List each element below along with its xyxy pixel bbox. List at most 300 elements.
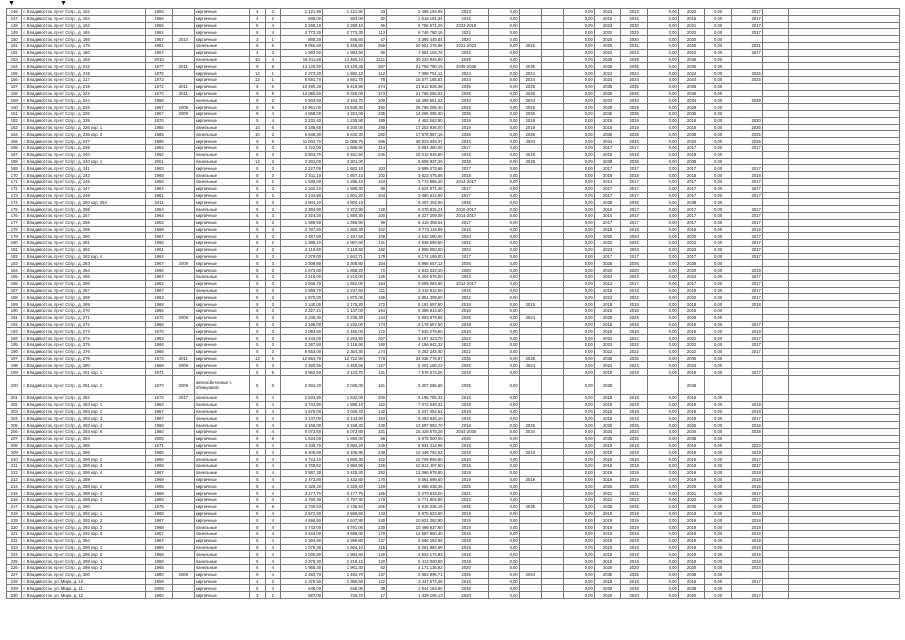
table-cell[interactable]: 2022 <box>594 294 621 301</box>
table-cell[interactable]: 0,00 <box>705 274 732 281</box>
table-cell[interactable]: 2017 <box>731 490 762 497</box>
table-cell[interactable] <box>519 401 541 408</box>
table-cell[interactable]: 5 <box>250 395 265 402</box>
table-cell[interactable]: 2036 <box>594 260 621 267</box>
table-cell[interactable] <box>172 435 194 442</box>
table-cell[interactable]: 2 373,90 <box>323 206 365 213</box>
table-cell[interactable]: 0,00 <box>563 36 594 43</box>
table-cell[interactable]: 5 <box>250 496 265 503</box>
table-cell[interactable]: 0,00 <box>705 435 732 442</box>
table-cell[interactable]: 3 <box>265 144 280 151</box>
table-cell[interactable]: 4 <box>265 558 280 565</box>
table-cell[interactable]: 0,00 <box>488 321 519 328</box>
table-cell[interactable]: 0,00 <box>647 29 678 36</box>
table-cell[interactable]: 0,00 <box>563 490 594 497</box>
table-cell[interactable]: 1964 <box>146 253 173 260</box>
table-cell[interactable]: г. Владивосток, пр-кт Сотр., д. 240 кор. 1 <box>22 158 146 165</box>
table-cell[interactable]: 2036 <box>519 110 541 117</box>
table-cell[interactable]: г. Владивосток, пр-кт Сотр., д. 247 <box>22 185 146 192</box>
table-cell[interactable]: 12 <box>250 355 265 362</box>
table-cell[interactable]: 2036 <box>678 376 705 395</box>
table-cell[interactable]: 5 <box>250 178 265 185</box>
table-cell[interactable]: 2016 <box>444 15 488 22</box>
table-cell[interactable]: 0,00 <box>563 56 594 63</box>
table-cell[interactable]: 0,00 <box>563 158 594 165</box>
table-cell[interactable]: г. Владивосток, пр-кт Сотр., д. 263 <box>22 260 146 267</box>
table-cell[interactable]: 0,00 <box>563 571 594 578</box>
table-cell[interactable]: 2022 <box>444 348 488 355</box>
table-cell[interactable] <box>762 510 789 517</box>
table-cell[interactable]: 2018 <box>731 544 762 551</box>
table-cell[interactable]: 206 <box>7 429 22 436</box>
table-cell[interactable] <box>519 517 541 524</box>
table-cell[interactable] <box>789 469 900 476</box>
table-cell[interactable] <box>541 56 563 63</box>
table-cell[interactable]: 199 <box>7 369 22 376</box>
table-cell[interactable]: 6 756 571,20 <box>387 22 444 29</box>
table-cell[interactable]: 10 496 837,60 <box>387 524 444 531</box>
table-cell[interactable]: 2 492,70 <box>323 571 365 578</box>
table-cell[interactable] <box>789 369 900 376</box>
table-cell[interactable] <box>519 592 541 599</box>
table-cell[interactable] <box>789 226 900 233</box>
table-cell[interactable]: 1 961,30 <box>323 564 365 571</box>
table-cell[interactable]: 1 688,30 <box>323 185 365 192</box>
table-cell[interactable]: 0,00 <box>563 369 594 376</box>
table-cell[interactable] <box>789 510 900 517</box>
table-cell[interactable]: 2017 <box>621 178 648 185</box>
table-cell[interactable] <box>762 29 789 36</box>
table-cell[interactable]: 6 608 937,20 <box>387 158 444 165</box>
table-cell[interactable] <box>519 469 541 476</box>
table-cell[interactable] <box>172 253 194 260</box>
table-cell[interactable]: 2018 <box>594 226 621 233</box>
table-cell[interactable]: 171 <box>7 178 22 185</box>
table-cell[interactable]: 35 823 349,37 <box>387 138 444 145</box>
table-cell[interactable]: кирпичные <box>194 219 249 226</box>
table-cell[interactable]: 1968 <box>146 463 173 470</box>
table-cell[interactable]: кирпичные <box>194 571 249 578</box>
table-cell[interactable]: 1967 <box>146 415 173 422</box>
table-cell[interactable]: 160 <box>7 104 22 111</box>
table-cell[interactable] <box>541 117 563 124</box>
table-cell[interactable] <box>762 206 789 213</box>
table-cell[interactable]: 1971 <box>146 369 173 376</box>
table-cell[interactable] <box>172 219 194 226</box>
table-cell[interactable]: 2023 <box>621 246 648 253</box>
table-cell[interactable]: 103 <box>365 165 387 172</box>
table-cell[interactable]: 11 002,70 <box>281 138 323 145</box>
table-cell[interactable] <box>172 165 194 172</box>
table-cell[interactable]: 3 <box>265 294 280 301</box>
table-cell[interactable]: 2019 <box>444 530 488 537</box>
table-cell[interactable]: 3 <box>265 342 280 349</box>
table-cell[interactable]: г. Владивосток, пр-кт Сотр., д. 292 кор. 4 <box>22 530 146 537</box>
table-cell[interactable]: 2019 <box>594 537 621 544</box>
table-cell[interactable] <box>762 537 789 544</box>
table-cell[interactable]: 2017 <box>621 280 648 287</box>
table-cell[interactable]: 2018 <box>621 321 648 328</box>
table-cell[interactable]: 1 660,30 <box>323 226 365 233</box>
table-cell[interactable]: 1 286,10 <box>323 178 365 185</box>
table-cell[interactable]: 2022 <box>678 49 705 56</box>
table-cell[interactable]: 4 <box>265 469 280 476</box>
table-cell[interactable]: 0,00 <box>488 395 519 402</box>
table-cell[interactable]: 4 <box>265 564 280 571</box>
table-cell[interactable]: 1968 <box>146 524 173 531</box>
table-cell[interactable]: г. Владивосток, пр-кт Сотр., д. 226 <box>22 110 146 117</box>
table-cell[interactable] <box>789 294 900 301</box>
table-cell[interactable]: 1 994,50 <box>323 551 365 558</box>
table-cell[interactable]: 6 <box>265 63 280 70</box>
table-cell[interactable]: 150 <box>7 36 22 43</box>
table-cell[interactable]: 0,00 <box>647 287 678 294</box>
table-cell[interactable]: 0,00 <box>488 503 519 510</box>
table-cell[interactable]: 0,00 <box>488 158 519 165</box>
table-cell[interactable]: 5 875 000,00 <box>387 435 444 442</box>
table-cell[interactable] <box>519 185 541 192</box>
table-cell[interactable]: 82 <box>365 564 387 571</box>
table-cell[interactable] <box>762 571 789 578</box>
table-cell[interactable]: 2019 <box>678 442 705 449</box>
table-cell[interactable] <box>789 42 900 49</box>
table-cell[interactable] <box>731 56 762 63</box>
table-cell[interactable]: 0,00 <box>563 524 594 531</box>
table-cell[interactable]: 1 <box>265 592 280 599</box>
table-cell[interactable] <box>519 36 541 43</box>
table-cell[interactable]: 4 <box>265 551 280 558</box>
table-cell[interactable]: 2020 <box>444 267 488 274</box>
table-cell[interactable]: 0,00 <box>705 287 732 294</box>
table-cell[interactable]: 1967 <box>146 287 173 294</box>
table-cell[interactable]: 4 <box>265 571 280 578</box>
table-cell[interactable]: 2034-2036 <box>444 429 488 436</box>
table-cell[interactable]: 12 080,60 <box>281 90 323 97</box>
table-cell[interactable]: 5 270 533,20 <box>387 490 444 497</box>
table-cell[interactable]: 5 <box>250 185 265 192</box>
table-cell[interactable]: 2018 <box>731 524 762 531</box>
table-cell[interactable]: 2 432,80 <box>323 476 365 483</box>
table-cell[interactable]: 144 <box>365 314 387 321</box>
table-cell[interactable]: 102 <box>365 172 387 179</box>
table-cell[interactable]: 177 <box>7 219 22 226</box>
table-cell[interactable]: 0,00 <box>647 83 678 90</box>
table-cell[interactable]: 2017 <box>444 185 488 192</box>
table-cell[interactable]: 155 <box>7 70 22 77</box>
table-cell[interactable] <box>541 401 563 408</box>
table-cell[interactable]: 10 <box>250 124 265 131</box>
table-cell[interactable]: 4 <box>265 395 280 402</box>
table-cell[interactable]: 2010 <box>172 36 194 43</box>
table-cell[interactable]: 0,00 <box>647 240 678 247</box>
table-cell[interactable]: 187 <box>7 287 22 294</box>
table-cell[interactable]: 2 511,10 <box>281 172 323 179</box>
table-cell[interactable]: 0,00 <box>488 469 519 476</box>
table-cell[interactable]: 0,00 <box>488 422 519 429</box>
table-cell[interactable]: 2017 <box>731 165 762 172</box>
table-cell[interactable]: 2017 <box>678 206 705 213</box>
table-cell[interactable]: 0,00 <box>647 335 678 342</box>
table-cell[interactable]: 2018 <box>444 422 488 429</box>
table-cell[interactable]: 2022 <box>678 9 705 16</box>
table-cell[interactable]: 0,00 <box>488 328 519 335</box>
table-cell[interactable] <box>519 206 541 213</box>
table-cell[interactable]: 2009 <box>172 362 194 369</box>
table-cell[interactable]: 2019 <box>621 510 648 517</box>
table-cell[interactable]: 6 772 119,99 <box>387 226 444 233</box>
table-cell[interactable]: 392 <box>365 104 387 111</box>
table-cell[interactable]: 2018 <box>444 456 488 463</box>
table-cell[interactable]: 1968 <box>146 301 173 308</box>
table-cell[interactable]: 2020 <box>594 592 621 599</box>
table-cell[interactable] <box>541 503 563 510</box>
table-cell[interactable]: кирпичные <box>194 22 249 29</box>
table-cell[interactable] <box>365 199 387 206</box>
table-cell[interactable]: 2019 <box>519 449 541 456</box>
table-cell[interactable]: 222 <box>7 537 22 544</box>
table-cell[interactable]: 0,00 <box>705 321 732 328</box>
table-cell[interactable] <box>789 503 900 510</box>
table-cell[interactable]: 186 <box>7 280 22 287</box>
table-cell[interactable]: 2019 <box>731 267 762 274</box>
table-cell[interactable]: 2029 <box>621 104 648 111</box>
table-cell[interactable] <box>172 138 194 145</box>
table-cell[interactable]: 2011 <box>172 63 194 70</box>
table-cell[interactable]: 0,00 <box>647 131 678 138</box>
table-cell[interactable]: 4 532 290,00 <box>387 233 444 240</box>
table-cell[interactable] <box>762 246 789 253</box>
table-cell[interactable] <box>789 530 900 537</box>
table-cell[interactable] <box>762 483 789 490</box>
table-cell[interactable]: 3 <box>265 267 280 274</box>
table-cell[interactable]: 0,00 <box>705 503 732 510</box>
table-cell[interactable]: 2 232,00 <box>323 321 365 328</box>
table-cell[interactable]: 2016 <box>621 15 648 22</box>
table-cell[interactable]: 125 <box>365 274 387 281</box>
table-cell[interactable]: 5 903,50 <box>281 97 323 104</box>
table-cell[interactable]: 170 <box>365 530 387 537</box>
table-cell[interactable]: 2024 <box>621 362 648 369</box>
table-cell[interactable]: 5 <box>250 342 265 349</box>
table-cell[interactable]: 0,00 <box>488 83 519 90</box>
table-cell[interactable]: 195 <box>7 342 22 349</box>
table-cell[interactable]: 1 147,00 <box>323 308 365 315</box>
table-cell[interactable] <box>789 578 900 585</box>
table-cell[interactable]: 2022 <box>678 496 705 503</box>
table-cell[interactable]: 2038 <box>678 158 705 165</box>
table-cell[interactable]: 0,00 <box>563 429 594 436</box>
table-cell[interactable]: 1970 <box>146 90 173 97</box>
table-cell[interactable]: 0,00 <box>705 456 732 463</box>
table-cell[interactable]: 0,00 <box>647 206 678 213</box>
table-cell[interactable]: 778 <box>365 355 387 362</box>
table-cell[interactable]: кирпичные <box>194 138 249 145</box>
table-cell[interactable]: 2015-2017 <box>444 206 488 213</box>
table-cell[interactable]: 1968 <box>146 178 173 185</box>
table-cell[interactable]: 2 797,80 <box>323 496 365 503</box>
table-cell[interactable]: 2023 <box>444 9 488 16</box>
table-cell[interactable]: 131 <box>365 240 387 247</box>
table-cell[interactable]: 2018 <box>444 287 488 294</box>
table-cell[interactable]: г. Владивосток, пр-кт Сотр., д. 280 <box>22 362 146 369</box>
table-cell[interactable] <box>789 260 900 267</box>
table-cell[interactable]: 0,00 <box>647 138 678 145</box>
table-cell[interactable]: 1211 <box>365 56 387 63</box>
table-cell[interactable]: 2024 <box>594 362 621 369</box>
table-cell[interactable]: 0,00 <box>647 226 678 233</box>
table-cell[interactable] <box>519 483 541 490</box>
table-cell[interactable] <box>789 219 900 226</box>
table-cell[interactable]: 2017 <box>731 369 762 376</box>
table-cell[interactable]: 9 <box>250 83 265 90</box>
table-cell[interactable] <box>519 192 541 199</box>
table-cell[interactable]: 0,00 <box>488 401 519 408</box>
table-cell[interactable]: 1963 <box>146 219 173 226</box>
table-cell[interactable]: 0,00 <box>488 185 519 192</box>
table-cell[interactable]: 3 <box>265 335 280 342</box>
table-cell[interactable]: 0,00 <box>488 253 519 260</box>
table-cell[interactable]: 2009 <box>172 376 194 395</box>
table-cell[interactable]: 725,70 <box>323 592 365 599</box>
table-cell[interactable]: 2 533,90 <box>281 395 323 402</box>
table-cell[interactable]: 2 585,70 <box>281 287 323 294</box>
table-cell[interactable]: г. Владивосток, пр-кт Сотр., д. 288 кор. 3 <box>22 490 146 497</box>
table-cell[interactable]: 0,00 <box>563 212 594 219</box>
table-cell[interactable]: 2036 <box>594 571 621 578</box>
table-cell[interactable]: 2 736,53 <box>281 503 323 510</box>
table-cell[interactable]: 0,00 <box>647 104 678 111</box>
table-cell[interactable]: 0,00 <box>647 233 678 240</box>
table-cell[interactable]: 0,00 <box>705 185 732 192</box>
table-cell[interactable]: 2 <box>265 240 280 247</box>
table-cell[interactable]: 2018 <box>678 456 705 463</box>
table-cell[interactable]: 0,00 <box>647 490 678 497</box>
table-cell[interactable] <box>519 144 541 151</box>
table-cell[interactable]: 0,00 <box>488 558 519 565</box>
table-cell[interactable]: панельные <box>194 408 249 415</box>
table-cell[interactable]: 3 <box>265 321 280 328</box>
table-cell[interactable]: г. Владивосток, пр-кт Сотр., д. 215 <box>22 70 146 77</box>
table-cell[interactable] <box>172 172 194 179</box>
table-cell[interactable]: 43 <box>365 9 387 16</box>
table-cell[interactable]: 0,00 <box>647 246 678 253</box>
table-cell[interactable]: 2038 <box>594 199 621 206</box>
table-cell[interactable]: 2 773,30 <box>323 29 365 36</box>
table-cell[interactable]: 2017 <box>594 144 621 151</box>
table-cell[interactable]: 3 143,90 <box>323 415 365 422</box>
table-cell[interactable]: 2 736,53 <box>323 503 365 510</box>
table-cell[interactable]: 3 <box>265 219 280 226</box>
table-cell[interactable] <box>541 415 563 422</box>
table-cell[interactable] <box>172 537 194 544</box>
table-cell[interactable]: 2036 <box>444 571 488 578</box>
table-cell[interactable]: 2018 <box>594 456 621 463</box>
table-cell[interactable]: 2025 <box>678 42 705 49</box>
table-cell[interactable]: 161 <box>365 376 387 395</box>
table-cell[interactable]: 0,00 <box>488 131 519 138</box>
table-cell[interactable]: 2 329,40 <box>323 483 365 490</box>
table-cell[interactable]: 0,00 <box>488 415 519 422</box>
table-cell[interactable]: кирпичные <box>194 348 249 355</box>
table-cell[interactable]: 0,00 <box>563 42 594 49</box>
table-cell[interactable] <box>762 56 789 63</box>
table-cell[interactable] <box>172 158 194 165</box>
table-cell[interactable]: 9 <box>250 104 265 111</box>
table-cell[interactable]: г. Владивосток, пр-кт Сотр., д. 281 кор. 1 <box>22 369 146 376</box>
table-cell[interactable] <box>172 246 194 253</box>
table-cell[interactable] <box>519 369 541 376</box>
table-cell[interactable]: кирпичные <box>194 76 249 83</box>
table-cell[interactable]: 1 <box>265 36 280 43</box>
table-cell[interactable]: 1969 <box>146 476 173 483</box>
table-cell[interactable]: 30 233 945,80 <box>387 56 444 63</box>
table-cell[interactable]: кирпичные <box>194 49 249 56</box>
table-cell[interactable]: 2018 <box>594 395 621 402</box>
table-cell[interactable]: 9 <box>250 90 265 97</box>
table-cell[interactable]: панельные <box>194 42 249 49</box>
table-cell[interactable]: 3 <box>265 199 280 206</box>
table-cell[interactable]: 2022 <box>594 29 621 36</box>
table-cell[interactable]: 2022 <box>621 335 648 342</box>
table-cell[interactable]: 1964 <box>146 212 173 219</box>
table-cell[interactable] <box>762 551 789 558</box>
table-cell[interactable]: 9 <box>250 110 265 117</box>
table-cell[interactable]: 2017 <box>621 212 648 219</box>
table-cell[interactable]: 2 219,10 <box>323 558 365 565</box>
table-cell[interactable]: 120 <box>365 206 387 213</box>
table-cell[interactable] <box>541 206 563 213</box>
table-cell[interactable]: 3 <box>265 362 280 369</box>
table-cell[interactable]: 2022 <box>678 29 705 36</box>
table-cell[interactable]: 2 293,50 <box>323 335 365 342</box>
table-cell[interactable]: 0,00 <box>488 551 519 558</box>
table-cell[interactable]: 2036 <box>621 63 648 70</box>
table-cell[interactable]: 3 <box>265 328 280 335</box>
table-cell[interactable]: 2 934,20 <box>281 376 323 395</box>
table-cell[interactable]: 2018 <box>444 151 488 158</box>
table-cell[interactable]: 2017 <box>731 246 762 253</box>
table-cell[interactable]: 0,00 <box>647 408 678 415</box>
table-cell[interactable]: 2018 <box>444 172 488 179</box>
table-cell[interactable]: 2036 <box>621 56 648 63</box>
table-cell[interactable]: 2035 <box>678 503 705 510</box>
table-cell[interactable]: 1964 <box>146 206 173 213</box>
table-cell[interactable] <box>541 178 563 185</box>
table-cell[interactable] <box>541 442 563 449</box>
table-cell[interactable]: кирпичные <box>194 267 249 274</box>
table-cell[interactable] <box>541 151 563 158</box>
table-cell[interactable]: 0,00 <box>563 165 594 172</box>
table-cell[interactable]: панельные <box>194 395 249 402</box>
table-cell[interactable] <box>789 483 900 490</box>
table-cell[interactable]: 2 722,00 <box>281 144 323 151</box>
table-cell[interactable]: 0,00 <box>488 592 519 599</box>
table-cell[interactable]: 6 073,80 <box>281 429 323 436</box>
table-cell[interactable]: 2016 <box>678 15 705 22</box>
table-cell[interactable]: 2024 <box>594 76 621 83</box>
table-cell[interactable]: 2 <box>265 578 280 585</box>
table-cell[interactable]: 0,00 <box>488 165 519 172</box>
table-cell[interactable]: 1 870,00 <box>323 294 365 301</box>
table-cell[interactable] <box>519 496 541 503</box>
table-cell[interactable]: 2024 <box>678 76 705 83</box>
table-cell[interactable]: 2017 <box>621 206 648 213</box>
table-cell[interactable]: 34 036 775,97 <box>387 355 444 362</box>
table-cell[interactable]: 2019 <box>594 551 621 558</box>
table-cell[interactable]: 0,00 <box>705 328 732 335</box>
table-cell[interactable] <box>731 362 762 369</box>
table-cell[interactable] <box>762 369 789 376</box>
